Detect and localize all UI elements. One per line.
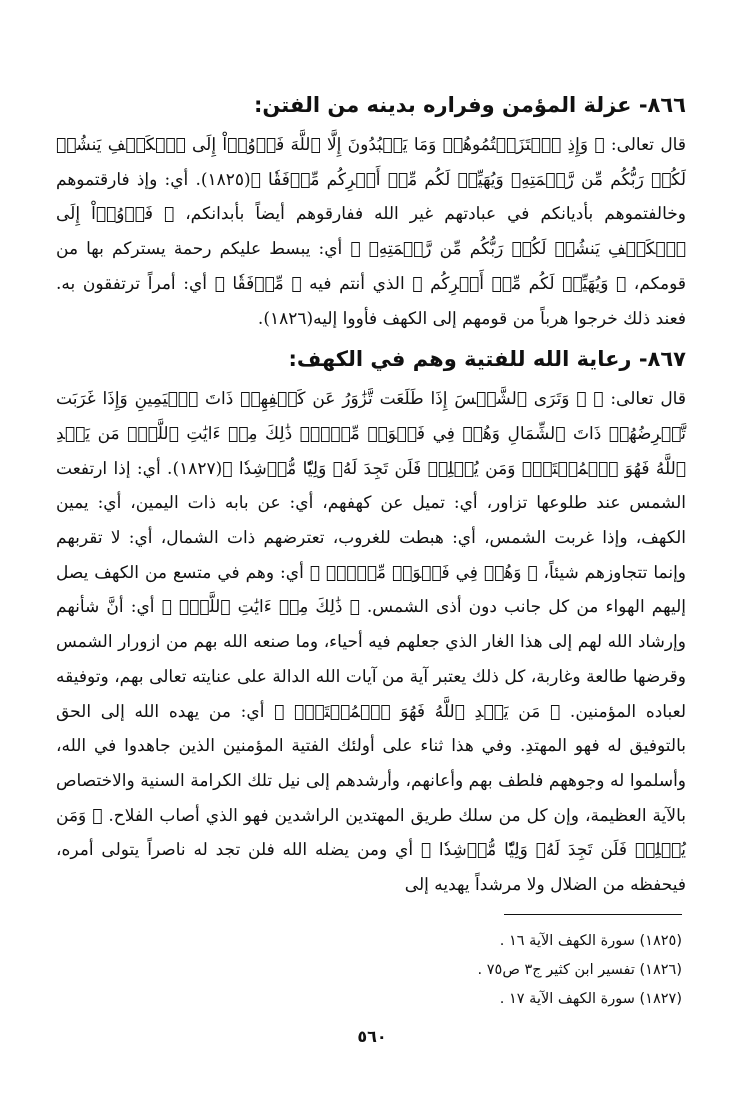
section-paragraph-867: قال تعالى: ﴿ ۞ وَتَرَى ٱلشَّمۡسَ إِذَا طَلَعَت تَّزَٰوَرُ عَن كَهۡفِهِمۡ ذَاتَ ٱلۡيَمِينِ وَإِذَا غَرَبَت تَّقۡرِضُهُمۡ ذَاتَ ٱلشِّمَالِ وَهُمۡ فِي فَجۡوَةٖ مِّنۡهُۚ ذَٰلِكَ مِنۡ ءَايَٰتِ ٱللَّهِۗ مَن يَهۡدِ ٱللَّهُ فَهُوَ ٱلۡمُهۡتَدِۖ وَمَن يُضۡلِلۡ فَلَن تَجِدَ لَهُۥ وَلِيّٗا مُّرۡشِدٗا ﴾(١٨٢٧). أي: إذا ارتفعت الشمس عند طلوعها تزاور، أي: تميل عن كهفهم، أي: عن بابه ذات اليمين، أي: يمين الكهف، وإذا غربت الشمس، أي: هبطت للغروب، تعترضهم ذات الشمال، أي: لا تقربهم وإنما تتجاوزهم شيئاً، ﴿ وَهُمۡ فِي فَجۡوَةٖ مِّنۡهُۚ ﴾ أي: وهم في متسع من الكهف يصل إليهم الهواء من كل جانب دون أذى الشمس. ﴿ ذَٰلِكَ مِنۡ ءَايَٰتِ ٱللَّهِۗ ﴾ أي: أنَّ شأنهم وإرشاد الله لهم إلى هذا الغار الذي جعلهم فيه أحياء، وما صنعه الله بهم من ازورار الشمس وقرضها طالعة وغاربة، كل ذلك يعتبر آية من آيات الله الدالة على عنايته تعالى بهم، وتوفيقه لعباده المؤمنين. ﴿ مَن يَهۡدِ ٱللَّهُ فَهُوَ ٱلۡمُهۡتَدِۖ ﴾ أي: من يهده الله إلى الحق بالتوفيق له فهو المهتدِ. وفي هذا ثناء على أولئك الفتية المؤمنين الذين جاهدوا في الله، وأسلموا له وجوههم فلطف بهم وأعانهم، وأرشدهم إلى نيل تلك الكرامة السنية والاختصاص بالآية العظيمة، وإن كل من سلك طريق المهتدين الراشدين فهو الذي أصاب الفلاح. ﴿ وَمَن يُضۡلِلۡ فَلَن تَجِدَ لَهُۥ وَلِيّٗا مُّرۡشِدٗا ﴾ أي ومن يضله الله فلن تجد له ناصراً يتولى أمره، فيحفظه من الضلال ولا مرشداً يهديه إلى xyxy=(56,389,687,896)
footnote-1825: (١٨٢٥) سورة الكهف الآية ١٦ . xyxy=(499,933,682,949)
section-paragraph-866: قال تعالى: ﴿ وَإِذِ ٱعۡتَزَلۡتُمُوهُمۡ وَمَا يَعۡبُدُونَ إِلَّا ٱللَّهَ فَأۡوُۥٓاْ إِلَى ٱلۡكَهۡفِ يَنشُرۡ لَكُمۡ رَبُّكُم مِّن رَّحۡمَتِهِۦ وَيُهَيِّئۡ لَكُم مِّنۡ أَمۡرِكُم مِّرۡفَقٗا ﴾(١٨٢٥). أي: وإذ فارقتموهم وخالفتموهم بأديانكم في عبادتهم غير الله ففارقوهم أيضاً بأبدانكم، ﴿ فَأۡوُۥٓاْ إِلَى ٱلۡكَهۡفِ يَنشُرۡ لَكُمۡ رَبُّكُم مِّن رَّحۡمَتِهِۦ ﴾ أي: يبسط عليكم رحمة يستركم بها من قومكم، ﴿ وَيُهَيِّئۡ لَكُم مِّنۡ أَمۡرِكُم ﴾ الذي أنتم فيه ﴿ مِّرۡفَقٗا ﴾ أي: أمراً ترتفقون به. فعند ذلك خرجوا هرباً من قومهم إلى الكهف فأووا إليه(١٨٢٦). xyxy=(56,135,686,329)
footnote-1826: (١٨٢٦) تفسير ابن كثير ج٣ ص٧٥ . xyxy=(477,962,682,978)
footnote-divider xyxy=(504,914,682,915)
footnote-1827: (١٨٢٧) سورة الكهف الآية ١٧ . xyxy=(499,991,682,1007)
page-number: ٥٦٠ xyxy=(357,1027,387,1046)
section-heading-867: ٨٦٧- رعاية الله للفتية وهم في الكهف: xyxy=(288,347,686,372)
section-heading-866: ٨٦٦- عزلة المؤمن وفراره بدينه من الفتن: xyxy=(253,93,686,117)
